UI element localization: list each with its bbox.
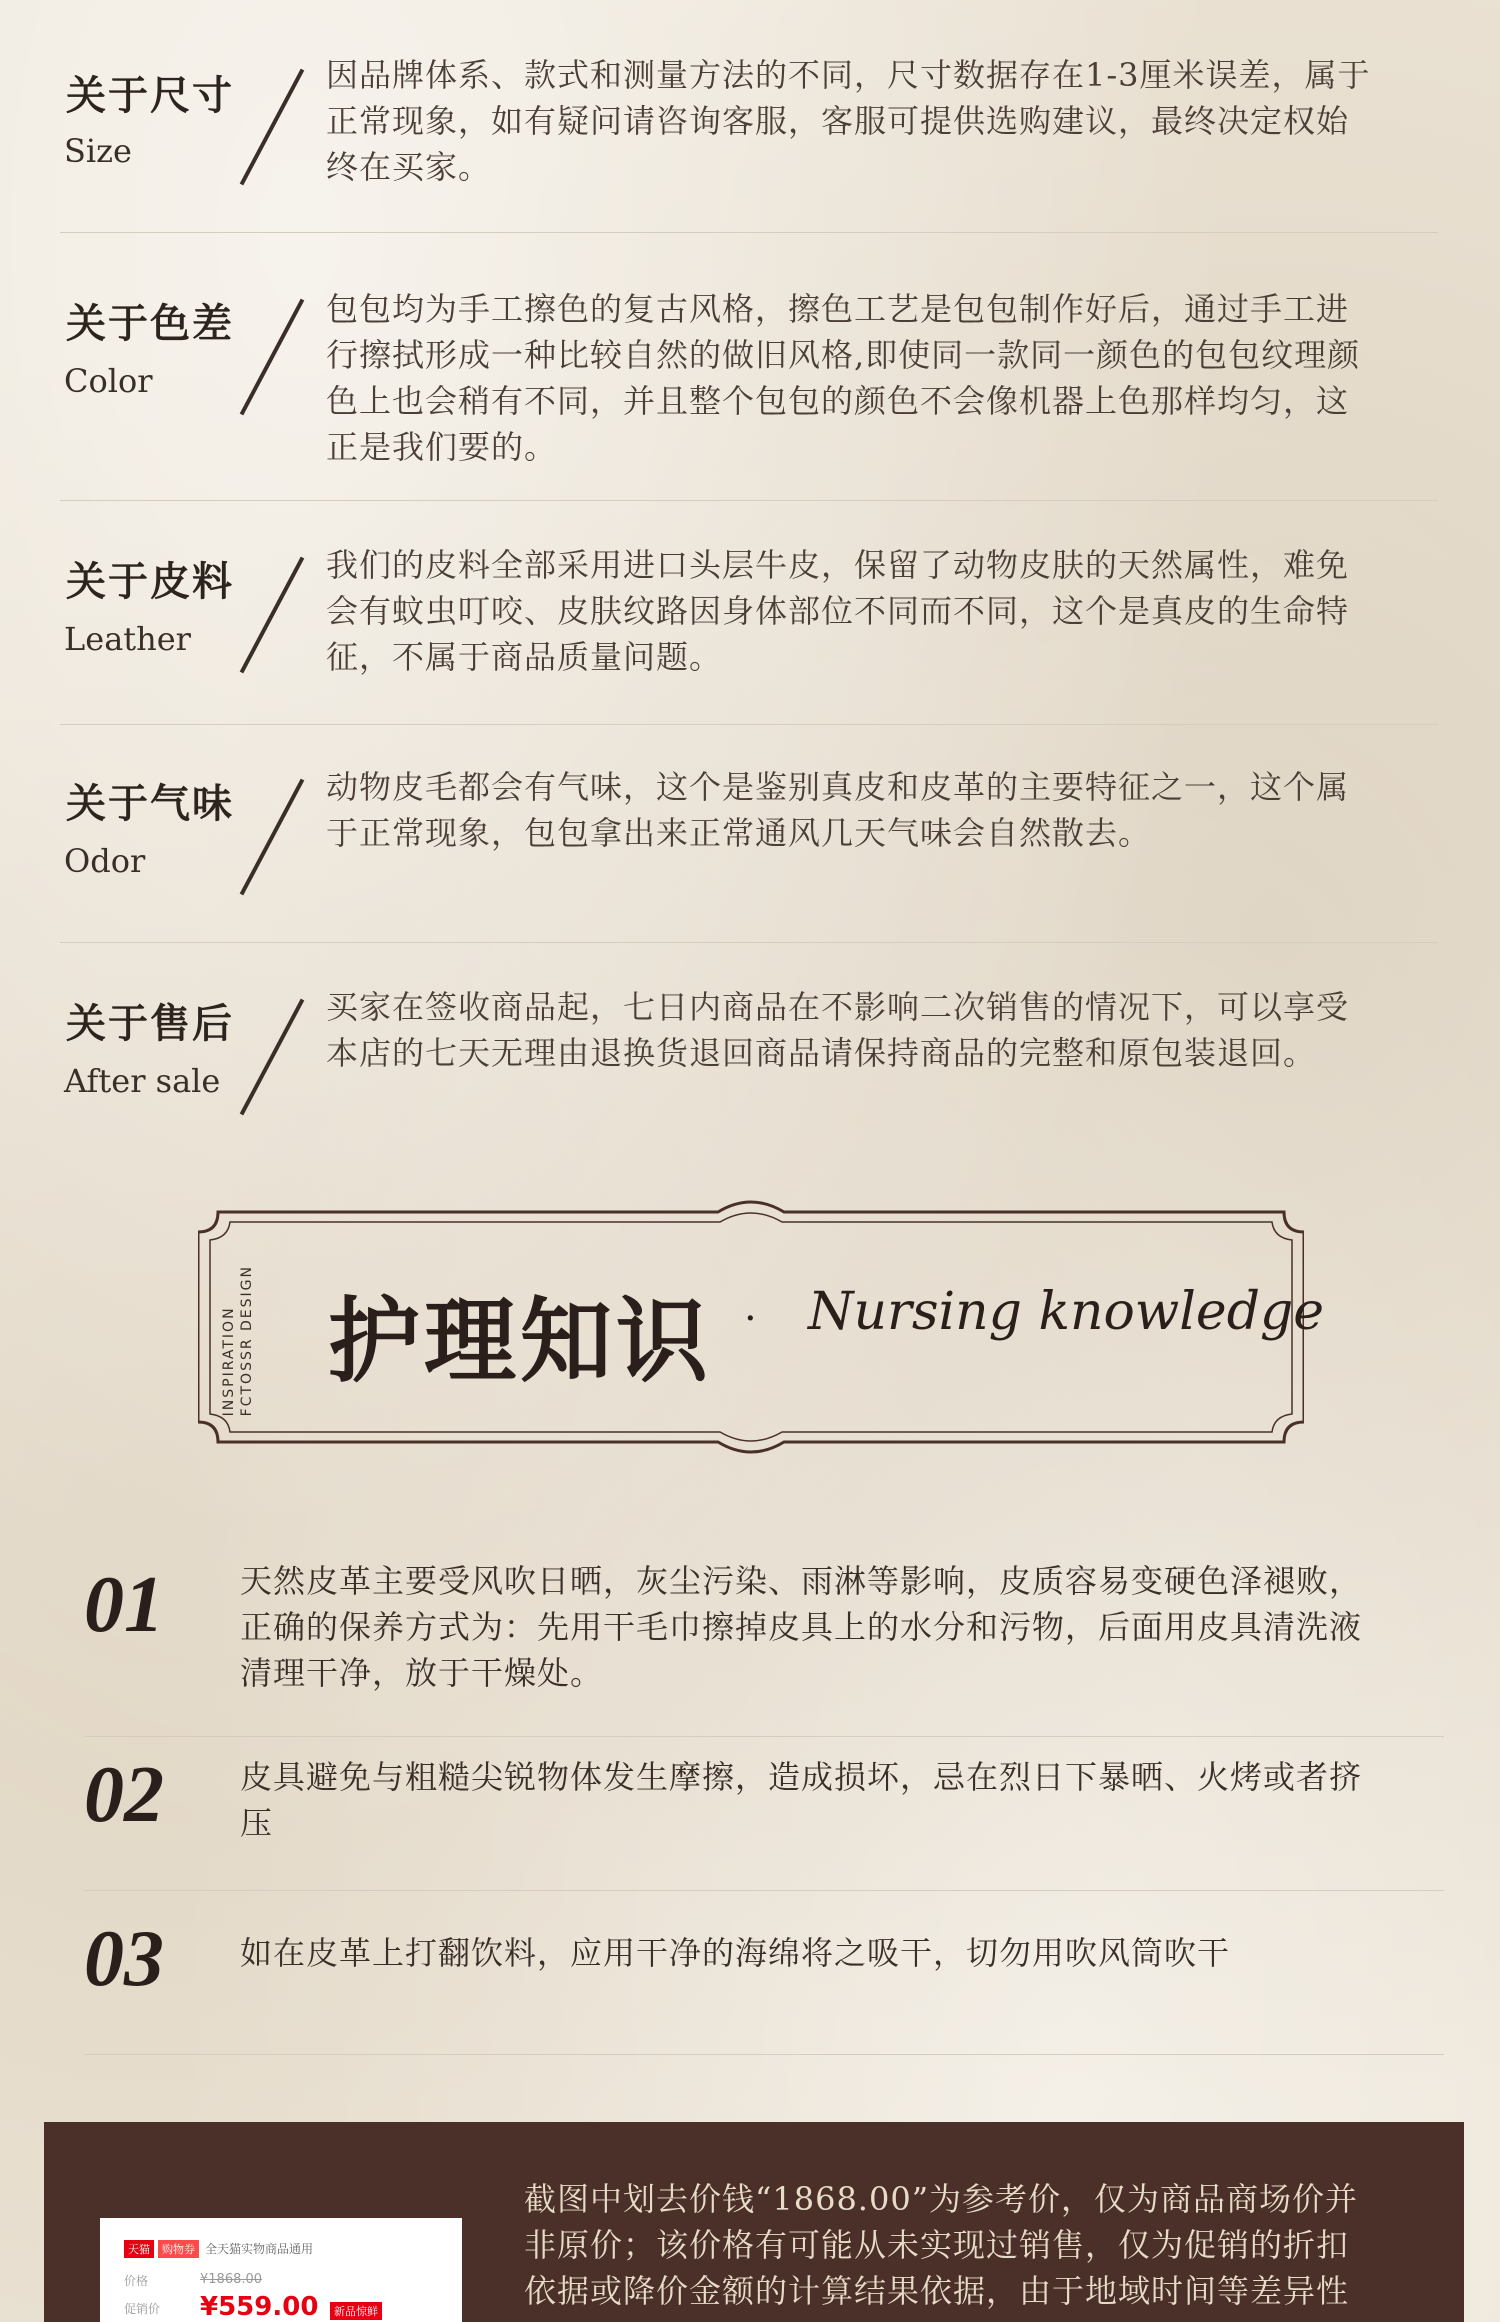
item-number: 01 [84,1561,164,1649]
coupon-tag: 购物券 [158,2240,199,2258]
banner-side-text: INSPIRATION FCTOSSR DESIGN [221,1265,255,1417]
section-text: 因品牌体系、款式和测量方法的不同，尺寸数据存在1-3厘米误差，属于 正常现象，如有疑问请咨询客服，客服可提供选购建议，最终决定权始 终在买家。 [326,56,1371,186]
promo-price: ¥559.00 [200,2292,319,2322]
section-subtitle: Odor [64,842,146,880]
old-price: ¥1868.00 [200,2272,263,2287]
info-section-leather [60,500,1438,725]
nursing-subtitle: Nursing knowledge [808,1282,1325,1342]
price-label: 价格 [124,2274,149,2288]
slash-divider [240,999,305,1116]
section-title: 关于色差 [66,300,234,347]
item-number: 02 [84,1751,164,1839]
section-title: 关于皮料 [66,558,234,605]
nursing-item-1 [84,1550,1444,1737]
slash-divider [240,779,305,896]
slash-divider [240,299,305,416]
ticket-header-text: 全天猫实物商品通用 [205,2242,314,2256]
slash-divider [240,557,305,674]
info-section-after-sale [60,942,1438,1122]
price-notice-text: 截图中划去价钱“1868.00”为参考价，仅为商品商场价并 非原价；该价格有可能从未实现过销售，仅为促销的折扣 依据或降价金额的计算结果依据，由于地域时间等差异性 [524,2180,1359,2310]
ticket-header [124,2240,313,2260]
item-text: 天然皮革主要受风吹日晒，灰尘污染、雨淋等影响，皮质容易变硬色泽褪败， 正确的保养方式为：先用干毛巾擦掉皮具上的水分和污物，后面用皮具清洗液 清理干净，放于干燥处。 [240,1562,1363,1692]
section-text: 买家在签收商品起，七日内商品在不影响二次销售的情况下，可以享受 本店的七天无理由退换货退回商品请保持商品的完整和原包装退回。 [326,988,1350,1072]
nursing-title: 护理知识 [328,1287,713,1395]
section-title: 关于售后 [66,1000,234,1047]
title-separator: · [744,1296,757,1342]
info-section-color [60,232,1438,501]
price-ticket-screenshot [100,2218,462,2322]
item-number: 03 [84,1915,164,2003]
new-item-badge: 新品惊鲜 [330,2302,382,2320]
section-title: 关于尺寸 [66,72,234,119]
info-section-size [60,40,1438,233]
section-title: 关于气味 [66,780,234,827]
section-subtitle: After sale [64,1062,221,1100]
promo-label: 促销价 [124,2302,161,2316]
item-text: 如在皮革上打翻饮料，应用干净的海绵将之吸干，切勿用吹风筒吹干 [240,1934,1231,1972]
info-section-odor [60,724,1438,943]
section-subtitle: Color [64,362,153,400]
section-text: 我们的皮料全部采用进口头层牛皮，保留了动物皮肤的天然属性，难免 会有蚊虫叮咬、皮肤纹路因身体部位不同而不同，这个是真皮的生命特 征，不属于商品质量问题。 [326,546,1350,676]
section-text: 动物皮毛都会有气味，这个是鉴别真皮和皮革的主要特征之一，这个属 于正常现象，包包拿出来正常通风几天气味会自然散去。 [326,768,1350,852]
slash-divider [240,69,305,186]
section-subtitle: Leather [64,620,191,658]
tmall-tag: 天猫 [124,2240,154,2258]
section-subtitle: Size [64,132,132,170]
nursing-item-3 [84,1890,1444,2055]
section-text: 包包均为手工擦色的复古风格，擦色工艺是包包制作好后，通过手工进 行擦拭形成一种比较自然的做旧风格,即使同一款同一颜色的包包纹理颜 色上也会稍有不同，并且整个包包的颜色不会像机器上色那样均匀，这 正是我们要的。 [326,290,1361,466]
nursing-item-2 [84,1736,1444,1891]
item-text: 皮具避免与粗糙尖锐物体发生摩擦，造成损坏，忌在烈日下暴晒、火烤或者挤 压 [240,1758,1363,1842]
